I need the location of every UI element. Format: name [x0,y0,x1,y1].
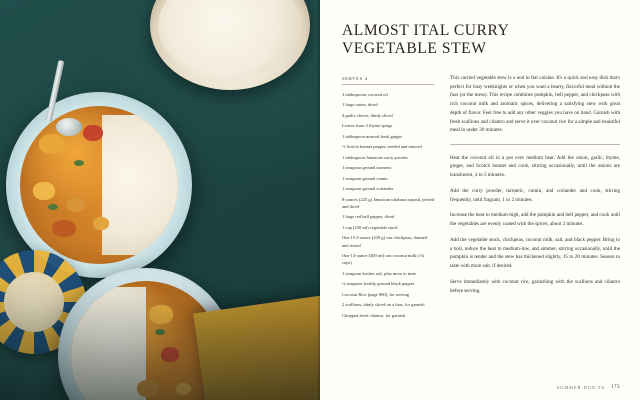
list-item: 8 ounces (225 g) Jamaican calabaza squash, peeled and diced [342,196,434,209]
list-item: Leaves from 3 thyme sprigs [342,123,393,129]
cilantro-garnish [74,160,84,166]
list-item: 4 garlic cloves, thinly sliced [342,112,393,118]
chapter-label: SUMMER DON'TS [556,385,605,390]
step-paragraph: Add the curry powder, turmeric, cumin, and coriander and cook, stirring frequently, until fragrant, 1 to 2 minutes. [450,187,620,203]
squash-chunk [39,134,65,154]
photo-shadow [0,280,320,400]
list-item: 1 tablespoon Jamaican curry powder [342,154,408,160]
list-item: 3 tablespoons coconut oil [342,91,388,97]
page-title: ALMOST ITAL CURRY VEGETABLE STEW [342,22,509,57]
list-item: One 14-ounce (400 ml) can coconut milk (1¾ cups) [342,253,425,266]
step-paragraph: Add the vegetable stock, chickpeas, coconut milk, salt, and black pepper. Bring to a boil, reduce the heat to medium-low, and simmer, stirring occasionally, until the pumpkin is tender and the stew has thickened slightly, 15 to 20 minutes. Season to taste with more salt, if desired. [450,236,620,270]
list-item: Coconut Rice (page 000), for serving [342,291,409,297]
list-item: 1 large red bell pepper, diced [342,214,395,220]
spoon-bowl [56,118,82,136]
list-item: 1 teaspoon ground cumin [342,175,388,181]
list-item: ½ Scotch bonnet pepper, seeded and minced [342,144,422,150]
step-paragraph: Increase the heat to medium-high, add the pumpkin and bell pepper, and cook until the vegetables are evenly coated with the spices, about 2 minutes. [450,212,620,228]
recipe-columns [342,72,620,322]
rice-portion [102,115,178,254]
page-footer [557,385,620,390]
method-column [450,72,620,322]
list-item: 1 teaspoon ground coriander [342,186,394,192]
recipe-intro: This curried vegetable stew is a nod to Ital cuisine. It's a quick and easy dish that's perfect for busy weeknights or when you want a hearty, flavorful meal without the fuss (or the mess). This recipe combines pumpkin, bell pepper, and chickpeas with rich coconut milk and aromatic spices, delivering a satisfying stew with great depth of flavor. Feel free to add any other veggies you have on hand. Garnish with fresh scallions and cilantro and serve it over coconut rice for a simple and beautiful meal in under 30 minutes. [450,74,620,134]
ingredients-list [342,91,434,319]
cilantro-garnish [48,204,58,210]
pepper-chunk [83,125,103,141]
list-item: 1 teaspoon kosher salt, plus more to taste [342,270,416,276]
recipe-page [320,0,640,400]
ingredients-column [342,72,434,322]
divider [450,144,620,145]
list-item: One 15.5-ounce (439 g) can chickpeas, drained and rinsed [342,235,427,248]
squash-chunk [33,182,55,200]
chickpea-cluster [67,198,85,212]
list-item: ¼ teaspoon freshly ground black pepper [342,281,415,287]
list-item: 1 teaspoon ground turmeric [342,165,392,171]
list-item: 1 cup (250 ml) vegetable stock [342,224,398,230]
steps-list [450,154,620,296]
step-paragraph: Serve immediately with coconut rice, garnishing with the scallions and cilantro before serving. [450,278,620,294]
squash-chunk [52,220,76,237]
list-item: 1 large onion, diced [342,102,378,108]
list-item: Chopped fresh cilantro, for garnish [342,312,406,318]
list-item: 2 scallions, thinly sliced on a bias, for garnish [342,302,425,308]
chickpea-cluster [93,217,109,230]
list-item: 1 tablespoon minced fresh ginger [342,133,402,139]
page-number: 173 [611,385,620,390]
step-paragraph: Heat the coconut oil in a pot over medium heat. Add the onion, garlic, thyme, ginger, and Scotch bonnet and cook, stirring occasionally, until the onions are translucent, 4 to 5 minutes. [450,154,620,179]
stew-contents [20,106,178,264]
serves-label: SERVES 4 [342,76,434,85]
rice-bowl [150,0,310,90]
